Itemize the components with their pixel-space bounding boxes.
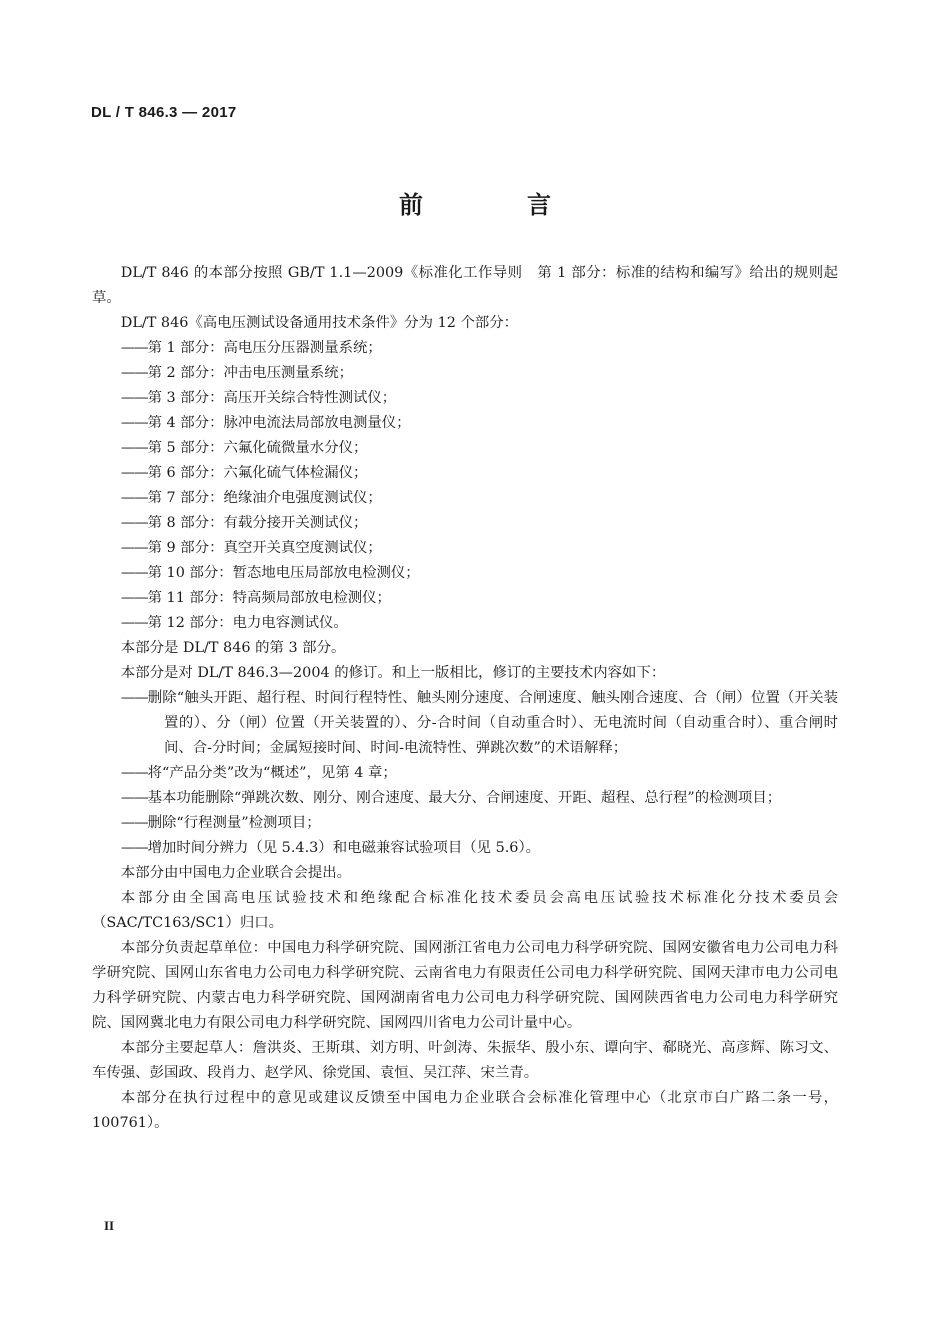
dash: —— <box>120 790 148 806</box>
part-text: 第 4 部分：脉冲电流法局部放电测量仪； <box>147 415 411 431</box>
foreword-body <box>92 261 838 1136</box>
part-list-item <box>92 336 838 361</box>
change-text: 删除“触头开距、超行程、时间行程特性、触头刚分速度、合闸速度、触头刚合速度、合（闸）位置（开关装置的）、分（闸）位置（开关装置的）、分-合时间（自动重合时）、无电流时间（自动重合时）、重合闸时间、合-分时间；金属短接时间、时间-电流特性、弹跳次数”的术语解释； <box>147 690 838 756</box>
committee-paragraph: 本部分由全国高电压试验技术和绝缘配合标准化技术委员会高电压试验技术标准化分技术委员会（SAC/TC163/SC1）归口。 <box>92 890 838 931</box>
part-list-item <box>92 361 838 386</box>
dash: —— <box>120 840 148 856</box>
part-list-item <box>92 461 838 486</box>
change-list-item <box>92 686 838 761</box>
part-list-item <box>92 586 838 611</box>
dash: —— <box>120 415 148 431</box>
dash: —— <box>120 690 148 706</box>
intro-paragraph-1: DL/T 846 的本部分按照 GB/T 1.1—2009《标准化工作导则 第 1 部分：标准的结构和编写》给出的规则起草。 <box>92 265 838 306</box>
dash: —— <box>120 615 148 631</box>
change-text: 将“产品分类”改为“概述”，见第 4 章； <box>147 765 397 781</box>
drafting-units-paragraph: 本部分负责起草单位：中国电力科学研究院、国网浙江省电力公司电力科学研究院、国网安徽省电力公司电力科学研究院、国网山东省电力公司电力科学研究院、云南省电力有限责任公司电力科学研究院、国网天津市电力公司电力科学研究院、内蒙古电力科学研究院、国网湖南省电力公司电力科学研究院、国网陕西省电力公司电力科学研究院、国网冀北电力有限公司电力科学研究院、国网四川省电力公司计量中心。 <box>92 940 838 1031</box>
this-part-paragraph: 本部分是 DL/T 846 的第 3 部分。 <box>120 640 346 656</box>
part-list-item <box>92 511 838 536</box>
part-text: 第 6 部分：六氟化硫气体检漏仪； <box>147 465 368 481</box>
revision-intro-paragraph: 本部分是对 DL/T 846.3—2004 的修订。和上一版相比，修订的主要技术内容如下： <box>120 665 666 681</box>
part-list-item <box>92 536 838 561</box>
part-list-item <box>92 436 838 461</box>
dash: —— <box>120 440 148 456</box>
dash: —— <box>120 590 148 606</box>
dash: —— <box>120 365 148 381</box>
part-text: 第 8 部分：有载分接开关测试仪； <box>147 515 368 531</box>
part-text: 第 7 部分：绝缘油介电强度测试仪； <box>147 490 382 506</box>
part-list-item <box>92 486 838 511</box>
part-text: 第 1 部分：高电压分压器测量系统； <box>147 340 382 356</box>
proposer-paragraph: 本部分由中国电力企业联合会提出。 <box>120 865 352 881</box>
dash: —— <box>120 515 148 531</box>
change-text: 增加时间分辨力（见 5.4.3）和电磁兼容试验项目（见 5.6）。 <box>147 840 541 856</box>
feedback-paragraph: 本部分在执行过程中的意见或建议反馈至中国电力企业联合会标准化管理中心（北京市白广路二条一号，100761）。 <box>92 1090 838 1131</box>
intro-paragraph-2: DL/T 846《高电压测试设备通用技术条件》分为 12 个部分： <box>120 315 519 331</box>
change-list-item <box>92 811 838 836</box>
change-list-item <box>92 786 838 811</box>
part-text: 第 10 部分：暂态地电压局部放电检测仪； <box>147 565 420 581</box>
change-text: 基本功能删除“弹跳次数、刚分、刚合速度、最大分、合闸速度、开距、超程、总行程”的检测项目； <box>147 790 782 806</box>
part-list-item <box>92 411 838 436</box>
change-list-item <box>92 836 838 861</box>
dash: —— <box>120 490 148 506</box>
dash: —— <box>120 465 148 481</box>
change-list-item <box>92 761 838 786</box>
page-title: 前 言 <box>399 190 591 219</box>
standard-number-header: DL / T 846.3 — 2017 <box>91 104 237 121</box>
dash: —— <box>120 540 148 556</box>
dash: —— <box>120 390 148 406</box>
dash: —— <box>120 565 148 581</box>
part-text: 第 3 部分：高压开关综合特性测试仪； <box>147 390 397 406</box>
part-text: 第 5 部分：六氟化硫微量水分仪； <box>147 440 368 456</box>
part-text: 第 11 部分：特高频局部放电检测仪； <box>147 590 391 606</box>
part-text: 第 2 部分：冲击电压测量系统； <box>147 365 353 381</box>
part-list-item <box>92 561 838 586</box>
dash: —— <box>120 340 148 356</box>
dash: —— <box>120 765 148 781</box>
dash: —— <box>120 815 148 831</box>
change-text: 删除“行程测量”检测项目； <box>147 815 321 831</box>
page-number: II <box>104 1218 115 1233</box>
part-list-item <box>92 386 838 411</box>
part-list-item <box>92 611 838 636</box>
part-text: 第 12 部分：电力电容测试仪。 <box>147 615 348 631</box>
part-text: 第 9 部分：真空开关真空度测试仪； <box>147 540 382 556</box>
drafters-paragraph: 本部分主要起草人：詹洪炎、王斯琪、刘方明、叶剑涛、朱振华、殷小东、谭向宇、郗晓光、高彦辉、陈习文、车传强、彭国政、段肖力、赵学风、徐党国、袁恒、吴江萍、宋兰青。 <box>92 1040 838 1081</box>
